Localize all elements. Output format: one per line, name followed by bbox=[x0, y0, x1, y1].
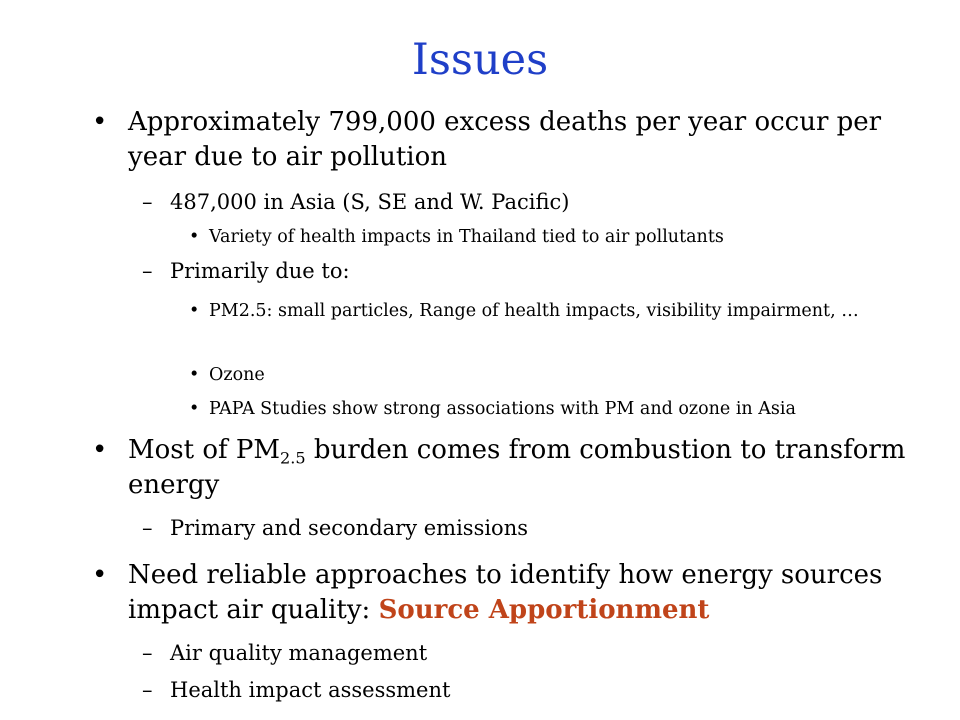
sub-bullet-primarily bbox=[142, 257, 930, 285]
pm-subscript: 2.5 bbox=[280, 448, 306, 468]
sub-bullet-health-impact bbox=[142, 676, 930, 704]
sub-sub-bullet-ozone bbox=[189, 362, 939, 388]
sub-bullet-emissions bbox=[142, 514, 930, 542]
slide-title: Issues bbox=[411, 35, 549, 85]
bullet-approaches bbox=[92, 558, 943, 628]
dash-glyph: – bbox=[142, 516, 153, 540]
bullet-glyph: • bbox=[189, 399, 200, 419]
source-apportionment-highlight: Source Apportionment bbox=[378, 595, 710, 625]
dash-glyph: – bbox=[142, 259, 153, 283]
bullet-pm25-text-before: Most of PM bbox=[128, 435, 280, 465]
sub-bullet-health-impact-text: Health impact assessment bbox=[170, 678, 451, 702]
bullet-glyph: • bbox=[189, 227, 200, 247]
sub-bullet-aq-management-text: Air quality management bbox=[170, 641, 428, 665]
sub-sub-bullet-papa bbox=[189, 396, 939, 422]
sub-sub-bullet-papa-text: PAPA Studies show strong associations with PM and ozone in Asia bbox=[209, 399, 796, 419]
sub-sub-bullet-thailand bbox=[189, 224, 939, 250]
sub-sub-bullet-thailand-text: Variety of health impacts in Thailand tied to air pollutants bbox=[209, 227, 724, 247]
bullet-pm25-text-after: burden comes from combustion to transform energy bbox=[128, 435, 906, 500]
dash-glyph: – bbox=[142, 678, 153, 702]
bullet-pm25-burden bbox=[92, 433, 943, 503]
dash-glyph: – bbox=[142, 641, 153, 665]
sub-bullet-emissions-text: Primary and secondary emissions bbox=[170, 516, 529, 540]
sub-bullet-asia bbox=[142, 188, 930, 216]
dash-glyph: – bbox=[142, 190, 153, 214]
bullet-glyph: • bbox=[189, 365, 200, 385]
bullet-glyph: • bbox=[189, 301, 200, 321]
bullet-glyph: • bbox=[92, 107, 108, 137]
bullet-glyph: • bbox=[92, 435, 108, 465]
bullet-deaths bbox=[92, 105, 943, 175]
sub-bullet-primarily-text: Primarily due to: bbox=[170, 259, 350, 283]
sub-bullet-aq-management bbox=[142, 639, 930, 667]
sub-sub-bullet-ozone-text: Ozone bbox=[209, 365, 265, 385]
bullet-approaches-text: Need reliable approaches to identify how energy sources impact air quality: bbox=[128, 560, 883, 625]
sub-sub-bullet-pm25-text: PM2.5: small particles, Range of health impacts, visibility impairment, … bbox=[209, 301, 859, 321]
sub-bullet-asia-text: 487,000 in Asia (S, SE and W. Pacific) bbox=[170, 190, 570, 214]
sub-sub-bullet-pm25 bbox=[189, 298, 939, 324]
bullet-glyph: • bbox=[92, 560, 108, 590]
bullet-deaths-text: Approximately 799,000 excess deaths per year occur per year due to air pollution bbox=[128, 107, 882, 172]
